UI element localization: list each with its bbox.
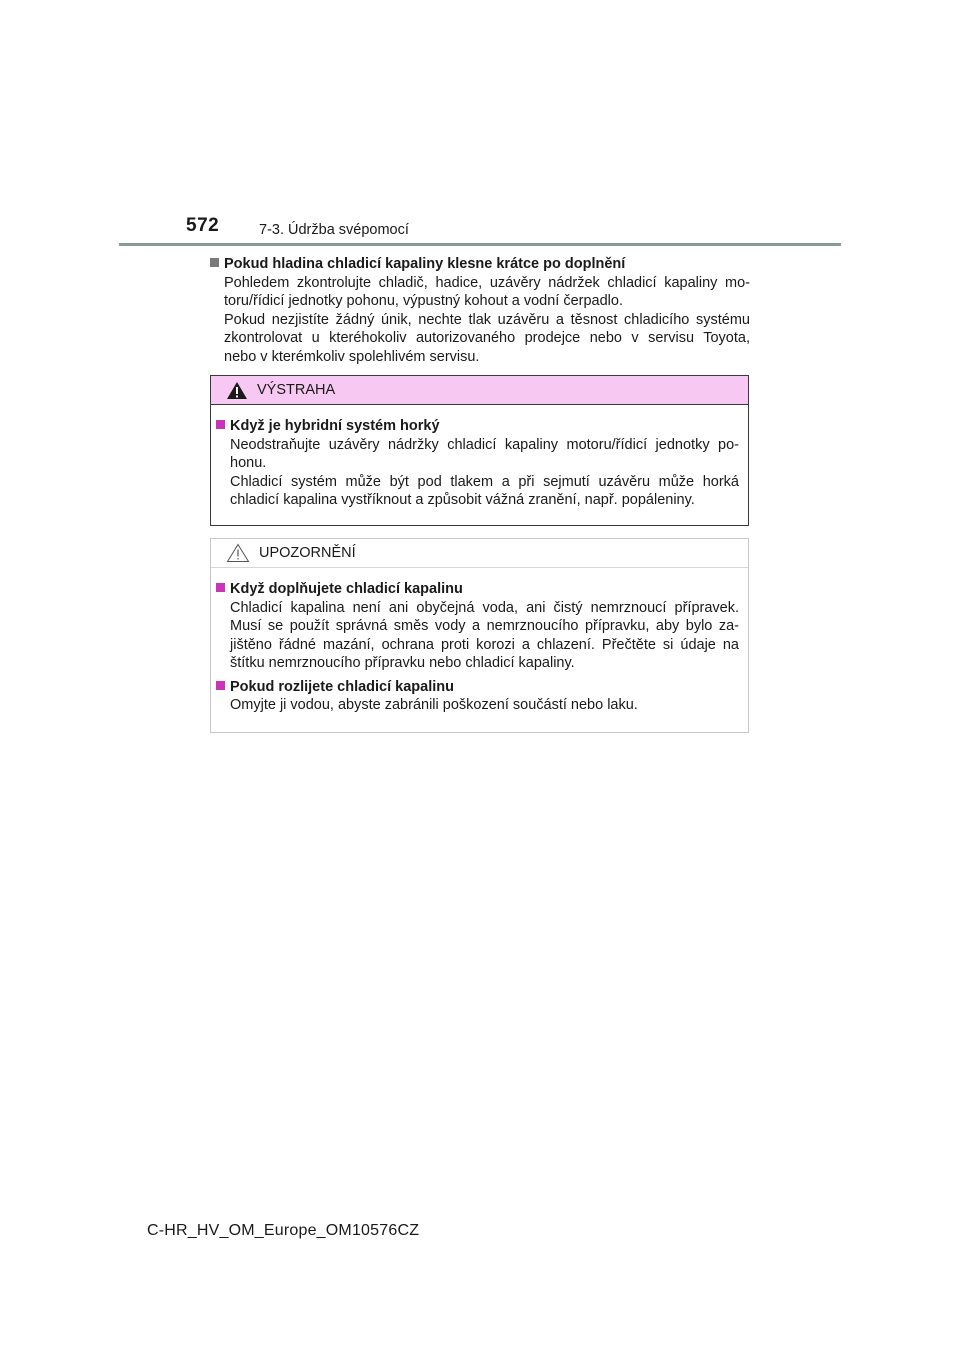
- text-line: toru/řídicí jednotky pohonu, výpustný kohout a vodní čerpadlo.: [224, 293, 623, 309]
- text-line: Chladicí systém může být pod tlakem a při sejmutí uzávěru může horká: [230, 473, 739, 490]
- warning-item-heading-row: [216, 417, 739, 436]
- warning-label: VÝSTRAHA: [257, 381, 336, 398]
- warning-triangle-outline-icon: [226, 543, 250, 563]
- text-line: Pokud nezjistíte žádný únik, nechte tlak uzávěru a těsnost chladicího systému: [224, 311, 750, 328]
- page-number: 572: [186, 215, 220, 236]
- notice-label: UPOZORNĚNÍ: [259, 544, 356, 561]
- notice-item-paragraph: [216, 696, 739, 715]
- square-bullet-icon: [216, 681, 225, 690]
- warning-box: [210, 375, 749, 526]
- intro-paragraph: [210, 274, 750, 367]
- intro-section: [210, 255, 750, 366]
- notice-item: [216, 580, 739, 673]
- header-rule: [119, 243, 841, 246]
- warning-body: [211, 405, 748, 510]
- warning-triangle-filled-icon: [226, 381, 248, 400]
- notice-item-heading: Když doplňujete chladicí kapalinu: [230, 581, 463, 597]
- text-line: honu.: [230, 455, 267, 471]
- warning-item-paragraph: [216, 436, 739, 510]
- text-line: Pohledem zkontrolujte chladič, hadice, uzávěry nádržek chladicí kapaliny mo-: [224, 274, 750, 291]
- document-code: C-HR_HV_OM_Europe_OM10576CZ: [147, 1222, 420, 1239]
- notice-item: [216, 678, 739, 715]
- text-line: Musí se použít správná směs vody a nemrznoucího přípravku, aby bylo za-: [230, 618, 739, 634]
- text-line: Neodstraňujte uzávěry nádržky chladicí kapaliny motoru/řídicí jednotky po-: [230, 436, 739, 453]
- notice-item-paragraph: [216, 599, 739, 673]
- notice-item-heading: Pokud rozlijete chladicí kapalinu: [230, 678, 454, 695]
- notice-box: [210, 538, 749, 733]
- warning-header: [211, 376, 748, 405]
- text-line: štítku nemrznoucího přípravku nebo chladicí kapaliny.: [230, 655, 575, 671]
- notice-item-heading-row: [216, 580, 739, 599]
- text-line: jištěno řádné mazání, ochrana proti korozi a chlazení. Přečtěte si údaje na: [230, 636, 739, 653]
- warning-item: [216, 417, 739, 510]
- square-bullet-icon: [216, 420, 225, 429]
- text-line: Omyjte ji vodou, abyste zabránili poškození součástí nebo laku.: [230, 697, 638, 713]
- section-title: 7-3. Údržba svépomocí: [259, 222, 409, 238]
- text-line: zkontrolovat u kteréhokoliv autorizovaného prodejce nebo v servisu Toyota,: [224, 330, 750, 346]
- square-bullet-icon: [216, 583, 225, 592]
- intro-heading: Pokud hladina chladicí kapaliny klesne krátce po doplnění: [224, 256, 626, 272]
- notice-header: [211, 539, 748, 568]
- text-line: chladicí kapalina vystříknout a způsobit vážná zranění, např. popáleniny.: [230, 492, 695, 508]
- warning-item-heading: Když je hybridní systém horký: [230, 418, 440, 434]
- notice-item-heading-row: [216, 678, 739, 697]
- text-line: Chladicí kapalina není ani obyčejná voda, ani čistý nemrznoucí přípravek.: [230, 599, 739, 616]
- intro-heading-row: [210, 255, 750, 274]
- text-line: nebo v kterémkoliv spolehlivém servisu.: [224, 348, 480, 365]
- square-bullet-icon: [210, 258, 219, 267]
- notice-body: [211, 568, 748, 715]
